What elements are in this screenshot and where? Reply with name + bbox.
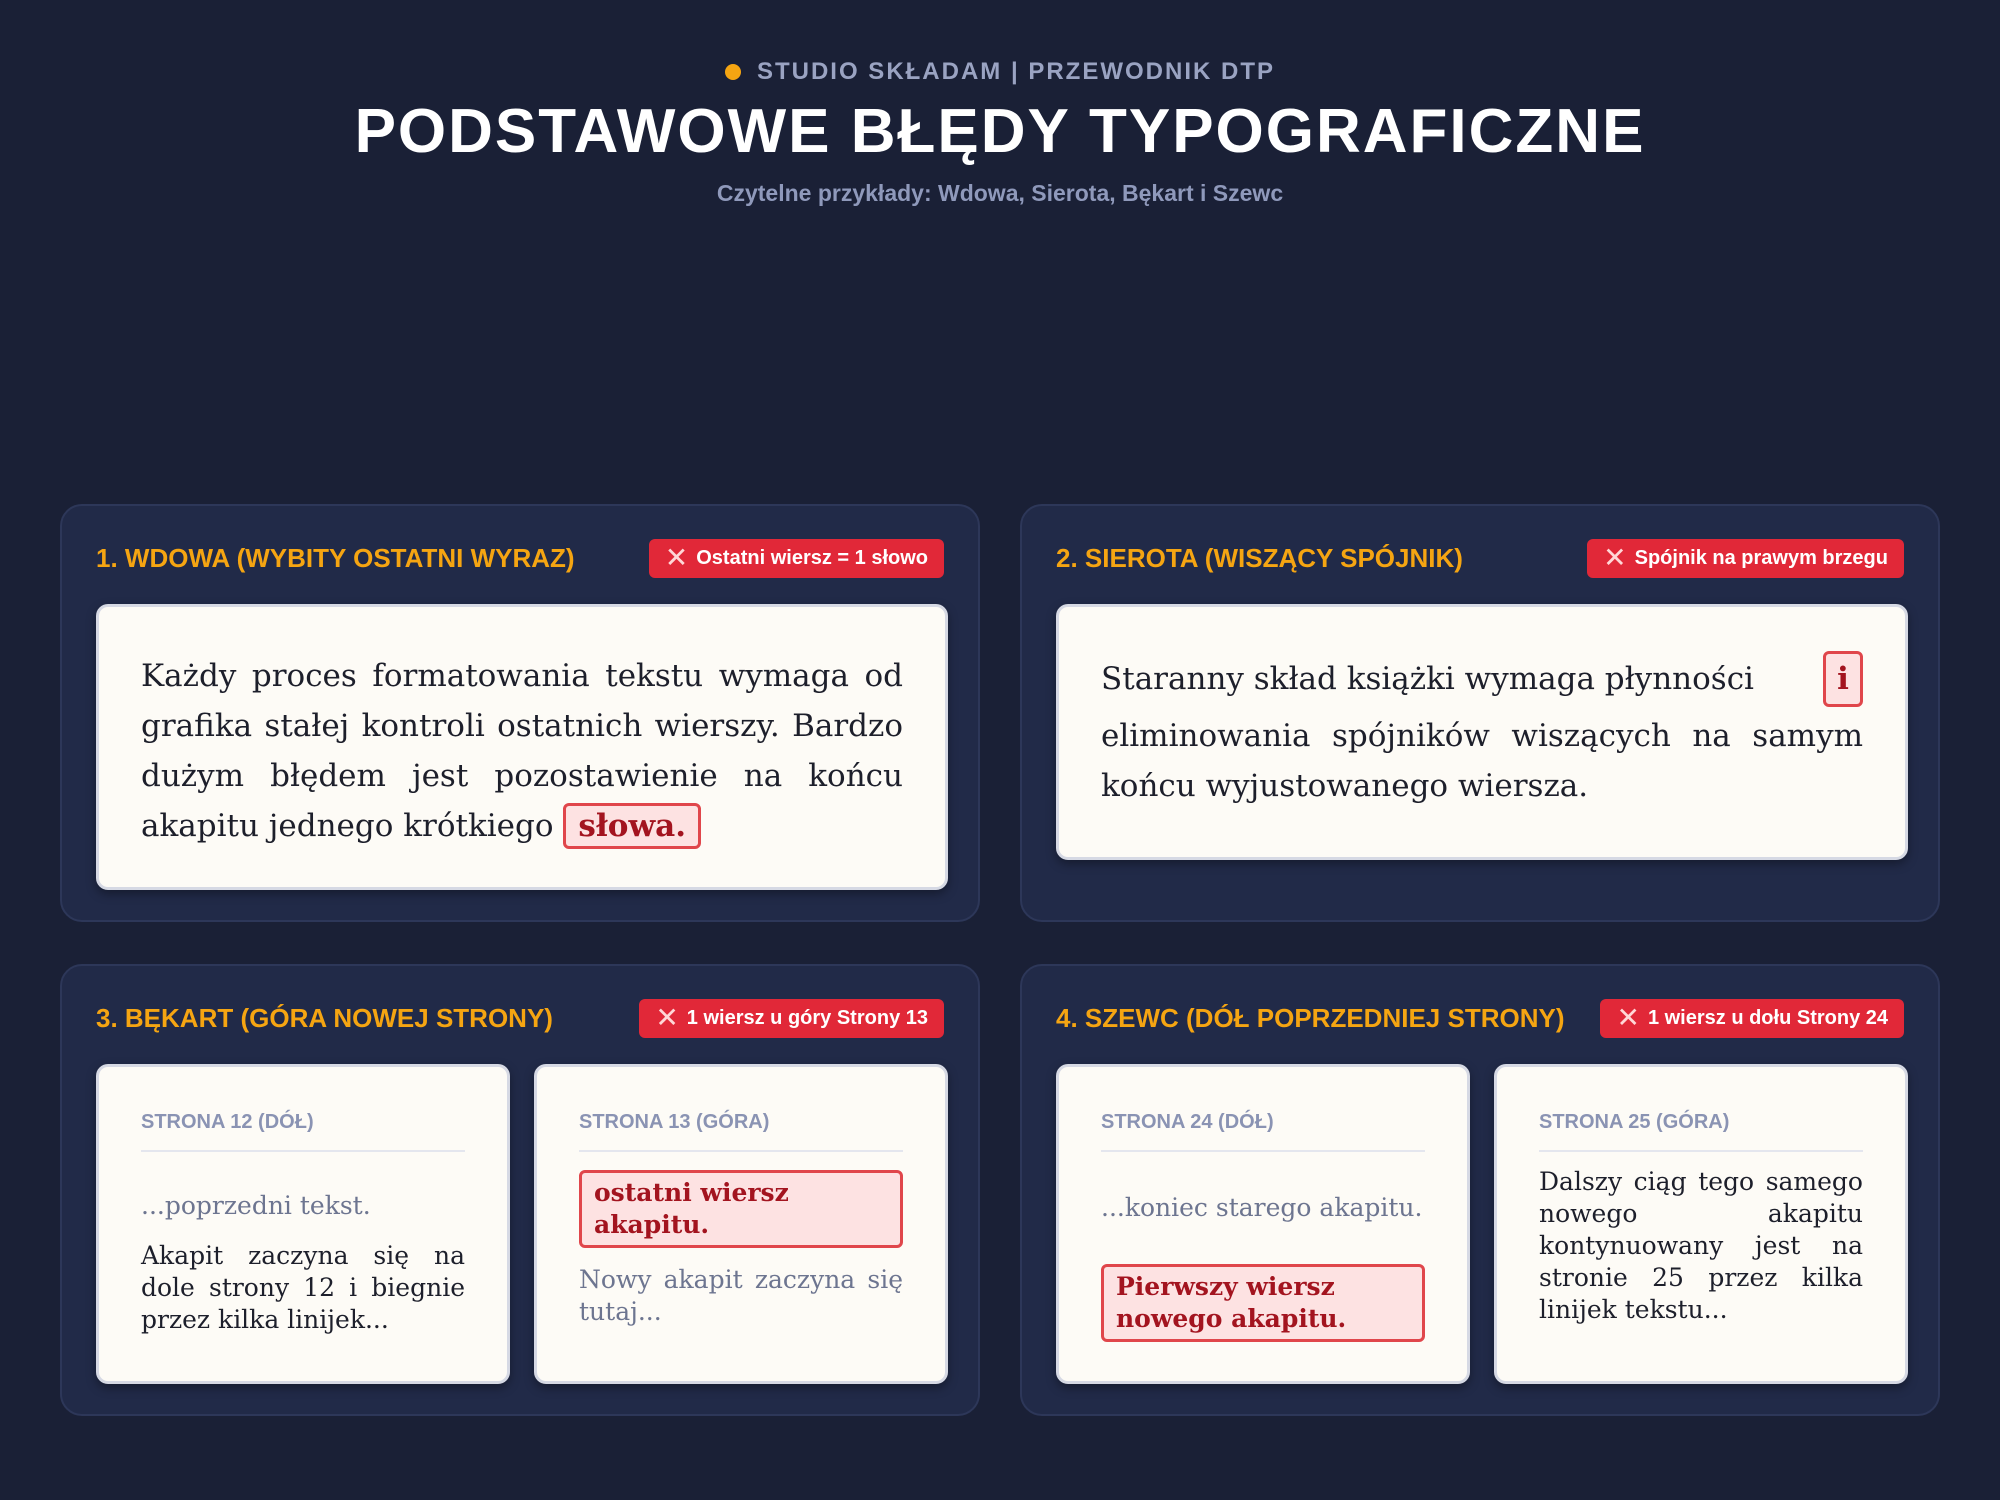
example-rest-text: eliminowania spójników wiszących na samym końcu wyjustowanego wiersza. (1101, 718, 1863, 804)
page-header (0, 58, 2000, 207)
badge-label: 1 wiersz u góry Strony 13 (686, 1006, 928, 1029)
line-text: Staranny skład książki wymaga płynności (1101, 661, 1754, 697)
panel-title: 4. SZEWC (DÓŁ POPRZEDNIEJ STRONY) (1056, 1002, 1565, 1033)
panel-wdowa (60, 504, 980, 922)
error-badge (1600, 999, 1904, 1038)
example-text (141, 651, 903, 851)
muted-text: ...koniec starego akapitu. (1101, 1193, 1423, 1222)
badge-label: Ostatni wiersz = 1 słowo (696, 546, 928, 569)
panel-bekart (60, 964, 980, 1416)
panel-title: 1. WDOWA (WYBITY OSTATNI WYRAZ) (96, 542, 575, 573)
panel-sierota (1020, 504, 1940, 922)
error-badge (639, 999, 944, 1038)
panel-title: 2. SIEROTA (WISZĄCY SPÓJNIK) (1056, 542, 1463, 573)
page-text: Dalszy ciąg tego samego nowego akapitu kontynuowany jest na stronie 25 przez kilka linijek tekstu... (1539, 1167, 1863, 1324)
page-title: PODSTAWOWE BŁĘDY TYPOGRAFICZNE (354, 97, 1646, 166)
page-label: STRONA 12 (DÓŁ) (141, 1111, 465, 1152)
brand-dot-icon (725, 64, 741, 80)
badge-label: Spójnik na prawym brzegu (1634, 546, 1888, 569)
cross-icon: ✕ (664, 542, 689, 573)
error-badge (1587, 539, 1904, 578)
highlighted-line: ostatni wiersz akapitu. (579, 1170, 903, 1248)
page-label: STRONA 24 (DÓŁ) (1101, 1111, 1425, 1152)
example-card (1056, 604, 1908, 860)
page-card-12 (96, 1064, 510, 1384)
example-card (96, 604, 948, 890)
paragraph-text: Każdy proces formatowania tekstu wymaga od grafika stałej kontroli ostatnich wierszy. Bardzo dużym błędem jest pozostawienie na końcu akapitu jednego krótkiego (141, 658, 903, 844)
cross-icon: ✕ (1603, 542, 1627, 573)
highlighted-line: Pierwszy wiersz nowego akapitu. (1101, 1264, 1425, 1342)
muted-text: Nowy akapit zaczyna się tutaj... (579, 1265, 903, 1326)
page-subtitle: Czytelne przykłady: Wdowa, Sierota, Bękart i Szewc (716, 180, 1284, 207)
badge-label: 1 wiersz u dołu Strony 24 (1647, 1006, 1888, 1029)
page-card-25 (1494, 1064, 1908, 1384)
page-label: STRONA 25 (GÓRA) (1539, 1111, 1863, 1152)
brand-line (0, 58, 2000, 86)
cross-icon: ✕ (655, 1002, 679, 1033)
page-text: Akapit zaczyna się na dole strony 12 i biegnie przez kilka linijek... (141, 1241, 465, 1334)
brand-label: STUDIO SKŁADAM | PRZEWODNIK DTP (756, 58, 1276, 85)
cross-icon: ✕ (1616, 1002, 1640, 1033)
highlighted-conjunction: i (1823, 651, 1863, 707)
page-card-13 (534, 1064, 948, 1384)
muted-text: ...poprzedni tekst. (141, 1191, 371, 1220)
page-card-24 (1056, 1064, 1470, 1384)
page-label: STRONA 13 (GÓRA) (579, 1111, 903, 1152)
panel-title: 3. BĘKART (GÓRA NOWEJ STRONY) (96, 1002, 553, 1033)
error-badge (649, 539, 944, 578)
example-first-line (1101, 647, 1863, 711)
highlighted-word: słowa. (563, 803, 701, 849)
panel-szewc (1020, 964, 1940, 1416)
